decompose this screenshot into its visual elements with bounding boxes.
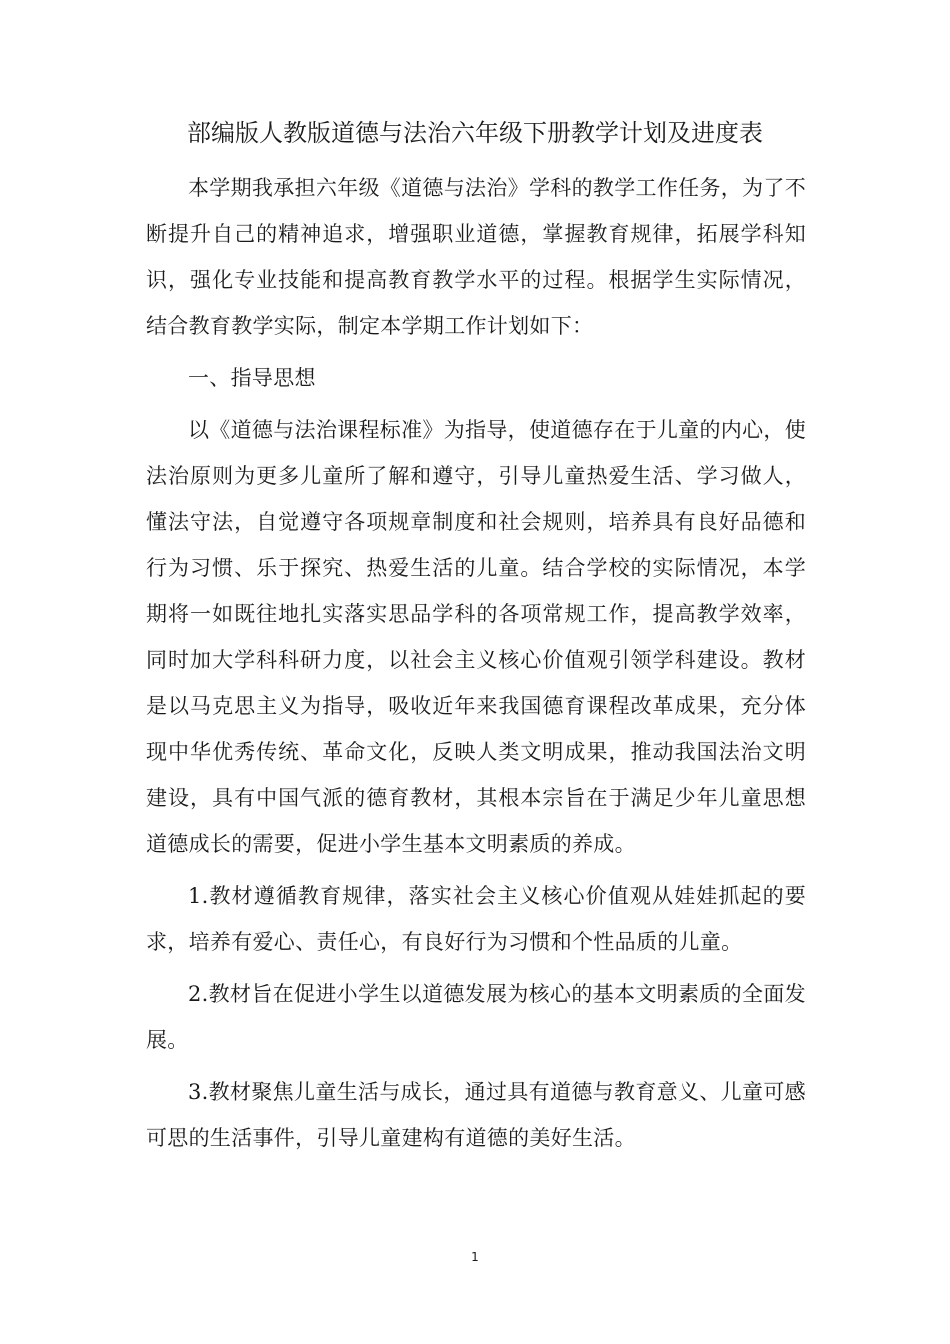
list-item-3: 3.教材聚焦儿童生活与成长，通过具有道德与教育意义、儿童可感可思的生活事件，引导儿童建构有道德的美好生活。 xyxy=(146,1080,806,1150)
list-item-2: 2.教材旨在促进小学生以道德发展为核心的基本文明素质的全面发展。 xyxy=(146,982,806,1052)
guiding-ideology-paragraph: 以《道德与法治课程标准》为指导，使道德存在于儿童的内心，使法治原则为更多儿童所了解和遵守，引导儿童热爱生活、学习做人，懂法守法，自觉遵守各项规章制度和社会规则，培养具有良好品德和行为习惯、乐于探究、热爱生活的儿童。结合学校的实际情况，本学期将一如既往地扎实落实思品学科的各项常规工作，提高教学效率，同时加大学科科研力度，以社会主义核心价值观引领学科建设。教材是以马克思主义为指导，吸收近年来我国德育课程改革成果，充分体现中华优秀传统、革命文化，反映人类文明成果，推动我国法治文明建设，具有中国气派的德育教材，其根本宗旨在于满足少年儿童思想道德成长的需要，促进小学生基本文明素质的养成。 xyxy=(146,418,806,856)
intro-paragraph: 本学期我承担六年级《道德与法治》学科的教学工作任务，为了不断提升自己的精神追求，增强职业道德，掌握教育规律，拓展学科知识，强化专业技能和提高教育教学水平的过程。根据学生实际情况，结合教育教学实际，制定本学期工作计划如下： xyxy=(146,176,806,338)
document-body xyxy=(146,165,806,1167)
document-title: 部编版人教版道德与法治六年级下册教学计划及进度表 xyxy=(187,119,763,147)
list-item-1: 1.教材遵循教育规律，落实社会主义核心价值观从娃娃抓起的要求，培养有爱心、责任心，有良好行为习惯和个性品质的儿童。 xyxy=(146,884,806,954)
page-number: 1 xyxy=(471,1250,479,1264)
section-heading-guiding-ideology: 一、指导思想 xyxy=(188,366,316,390)
